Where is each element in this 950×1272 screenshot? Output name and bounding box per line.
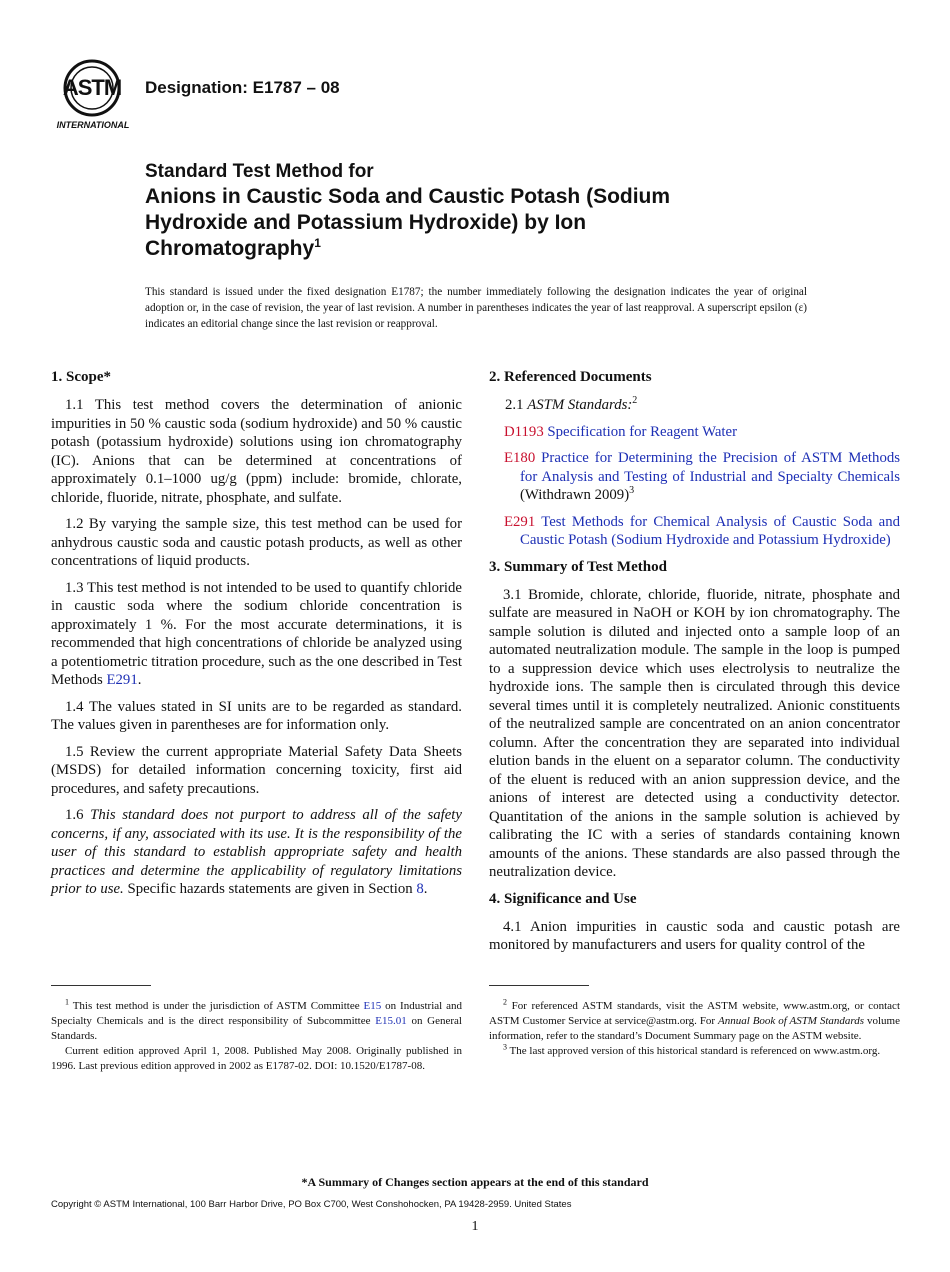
significance-p1: 4.1 Anion impurities in caustic soda and caustic potash are monitored by manufacturers and users for quality control of the — [489, 918, 900, 953]
link-section-8[interactable]: 8 — [416, 881, 424, 897]
summary-heading: 3. Summary of Test Method — [489, 558, 667, 575]
referenced-heading: 2. Referenced Documents — [489, 369, 652, 385]
ref-e291[interactable] — [489, 513, 900, 550]
footnote-mark: 3 — [503, 1042, 507, 1052]
scope-p6 — [51, 806, 462, 899]
title-line2: Anions in Caustic Soda and Caustic Potash (Sodium — [145, 185, 671, 208]
footnote-text: For referenced ASTM standards, visit the ASTM website, www.astm.org, or contact ASTM Customer Service at service@astm.org. For — [489, 1000, 900, 1027]
footnote-text: This test method is under the jurisdiction of ASTM Committee — [69, 1000, 364, 1012]
ref-code[interactable]: E291 — [504, 513, 536, 530]
scope-p5: 1.5 Review the current appropriate Material Safety Data Sheets (MSDS) for detailed information concerning toxicity, first aid procedures, and safety precautions. — [51, 743, 462, 797]
significance-heading: 4. Significance and Use — [489, 890, 637, 907]
scope-p6-end: . — [423, 881, 428, 897]
footnote-text: on Industrial and Specialty Chemicals and is the direct responsibility of Subcommittee — [51, 1000, 462, 1027]
sub-sup: 2 — [632, 395, 638, 407]
ref-code[interactable]: D1193 — [504, 423, 544, 440]
link-e15[interactable]: E15 — [363, 1000, 382, 1012]
ref-code[interactable]: E180 — [504, 450, 536, 466]
logo-subtext: INTERNATIONAL — [56, 120, 130, 130]
right-column — [489, 368, 900, 963]
sub-title: ASTM Standards: — [527, 397, 633, 413]
scope-heading: 1. Scope* — [51, 369, 111, 385]
footnote-mark: 1 — [65, 997, 69, 1007]
title-footnote-mark: 1 — [314, 236, 321, 250]
ref-d1193[interactable] — [489, 423, 900, 442]
title-line1: Standard Test Method for — [145, 161, 374, 182]
scope-p6-text: Specific hazards statements are given in Section — [123, 881, 417, 897]
document-title — [145, 160, 845, 262]
ref-title[interactable]: Test Methods for Chemical Analysis of Caustic Soda and Caustic Potash (Sodium Hydroxide and Potassium Hydroxide) — [520, 513, 900, 548]
footnote-3 — [489, 1044, 900, 1059]
astm-logo — [52, 58, 134, 132]
ref-e180[interactable] — [489, 449, 900, 505]
scope-p6-italic: This standard does not purport to address all of the safety concerns, if any, associated with its use. It is the responsibility of the user of this standard to establish appropriate safety and health practices and determine the applicability of regulatory limitations prior to use. — [51, 807, 462, 897]
link-e15-01[interactable]: E15.01 — [375, 1015, 407, 1027]
title-line3: Hydroxide and Potassium Hydroxide) by Ion — [145, 211, 587, 234]
logo-text: ASTM — [62, 75, 122, 100]
footnote-2 — [489, 999, 900, 1044]
scope-p4: 1.4 The values stated in SI units are to be regarded as standard. The values given in parentheses are for information only. — [51, 698, 462, 733]
footnote-text: volume information, refer to the standard’s Document Summary page on the ASTM website. — [489, 1015, 900, 1042]
footnote-text: on General Standards. — [51, 1015, 462, 1042]
scope-p3-end: . — [137, 672, 142, 688]
title-line4 — [145, 236, 845, 262]
footnote-rule-right — [489, 985, 589, 986]
sub-num: 2.1 — [505, 397, 528, 413]
scope-p3-text: 1.3 This test method is not intended to be used to quantify chloride in caustic soda where the sodium chloride concentration is approximately 1 %. For the most accurate determinations, it is recommended that high concentrations of chloride be analyzed using a potentiometric titration procedure, such as the one described in Test Methods — [51, 579, 462, 688]
left-column — [51, 368, 462, 907]
scope-p1: 1.1 This test method covers the determination of anionic impurities in 50 % caustic soda (sodium hydroxide) and 50 % caustic potash (potassium hydroxide) solutions using ion chromatography (IC). Anions that can be determined at concentrations of approximately 0.1–1000 ug/g (ppm) include: bromide, chlorate, chloride, fluoride, nitrate, phosphate, and sulfate. — [51, 397, 462, 506]
scope-p3 — [51, 579, 462, 690]
link-e291[interactable]: E291 — [106, 672, 138, 688]
footnote-1-edition: Current edition approved April 1, 2008. Published May 2008. Originally published in 1996. Last previous edition approved in 2002 as E1787-02. DOI: 10.1520/E1787-08. — [51, 1045, 462, 1072]
ref-title[interactable]: Practice for Determining the Precision of ASTM Methods for Analysis and Testing of Industrial and Specialty Chemicals — [520, 450, 900, 485]
ref-title[interactable]: Specification for Reagent Water — [543, 423, 738, 440]
scope-p6-num: 1.6 — [65, 807, 91, 823]
footnote-rule-left — [51, 985, 151, 986]
footnote-text: The last approved version of this historical standard is referenced on www.astm.org. — [507, 1045, 881, 1057]
issuance-notice: This standard is issued under the fixed designation E1787; the number immediately following the designation indicates the year of original adoption or, in the case of revision, the year of last revision. A number in parentheses indicates the year of last reapproval. A superscript epsilon (ε) indicates an editorial change since the last revision or reapproval. — [145, 286, 807, 330]
summary-p1: 3.1 Bromide, chlorate, chloride, fluoride, nitrate, phosphate and sulfate are measured in NaOH or KOH by ion chromatography. The sample solution is diluted and injected onto a sample loop of an automated neutralization module. The sample in the loop is pumped to a suppression device which uses electrolysis to neutralize the hydroxide ions. The sample then is circulated through this device several times until it is completely neutralized. Anionic constituents of the neutralized sample are concentrated on an anion concentrator column. After the concentration they are separated into individual elution bands in the eluent on a separator column. The conductivity of the eluent is reduced with an anion suppression device, and the anions of interest are detected using a conductivity detector. Quantitation of the anions in the sample solution is achieved by calibrating the IC with a series of standards containing known amounts of the anions. These standards are also passed through the neutralization device. — [489, 586, 900, 880]
ref-note: (Withdrawn 2009) — [520, 487, 630, 503]
footnote-italic: Annual Book of ASTM Standards — [718, 1015, 865, 1027]
footnote-1 — [51, 999, 462, 1044]
scope-p2: 1.2 By varying the sample size, this test method can be used for anhydrous caustic soda and caustic potash products, as well as other concentrations of liquid products. — [51, 516, 462, 569]
footnotes-left — [51, 999, 462, 1074]
footnotes-right — [489, 999, 900, 1059]
summary-of-changes-note: *A Summary of Changes section appears at the end of this standard — [301, 1175, 649, 1189]
copyright: Copyright © ASTM International, 100 Barr Harbor Drive, PO Box C700, West Conshohocken, PA 19428-2959. United States — [51, 1199, 572, 1210]
footnote-mark: 2 — [503, 997, 507, 1007]
designation: Designation: E1787 – 08 — [145, 78, 340, 97]
page-number: 1 — [471, 1219, 479, 1234]
ref-sup: 3 — [629, 485, 635, 497]
astm-standards-subtitle — [489, 396, 900, 415]
title-line4-text: Chromatography — [145, 237, 315, 260]
